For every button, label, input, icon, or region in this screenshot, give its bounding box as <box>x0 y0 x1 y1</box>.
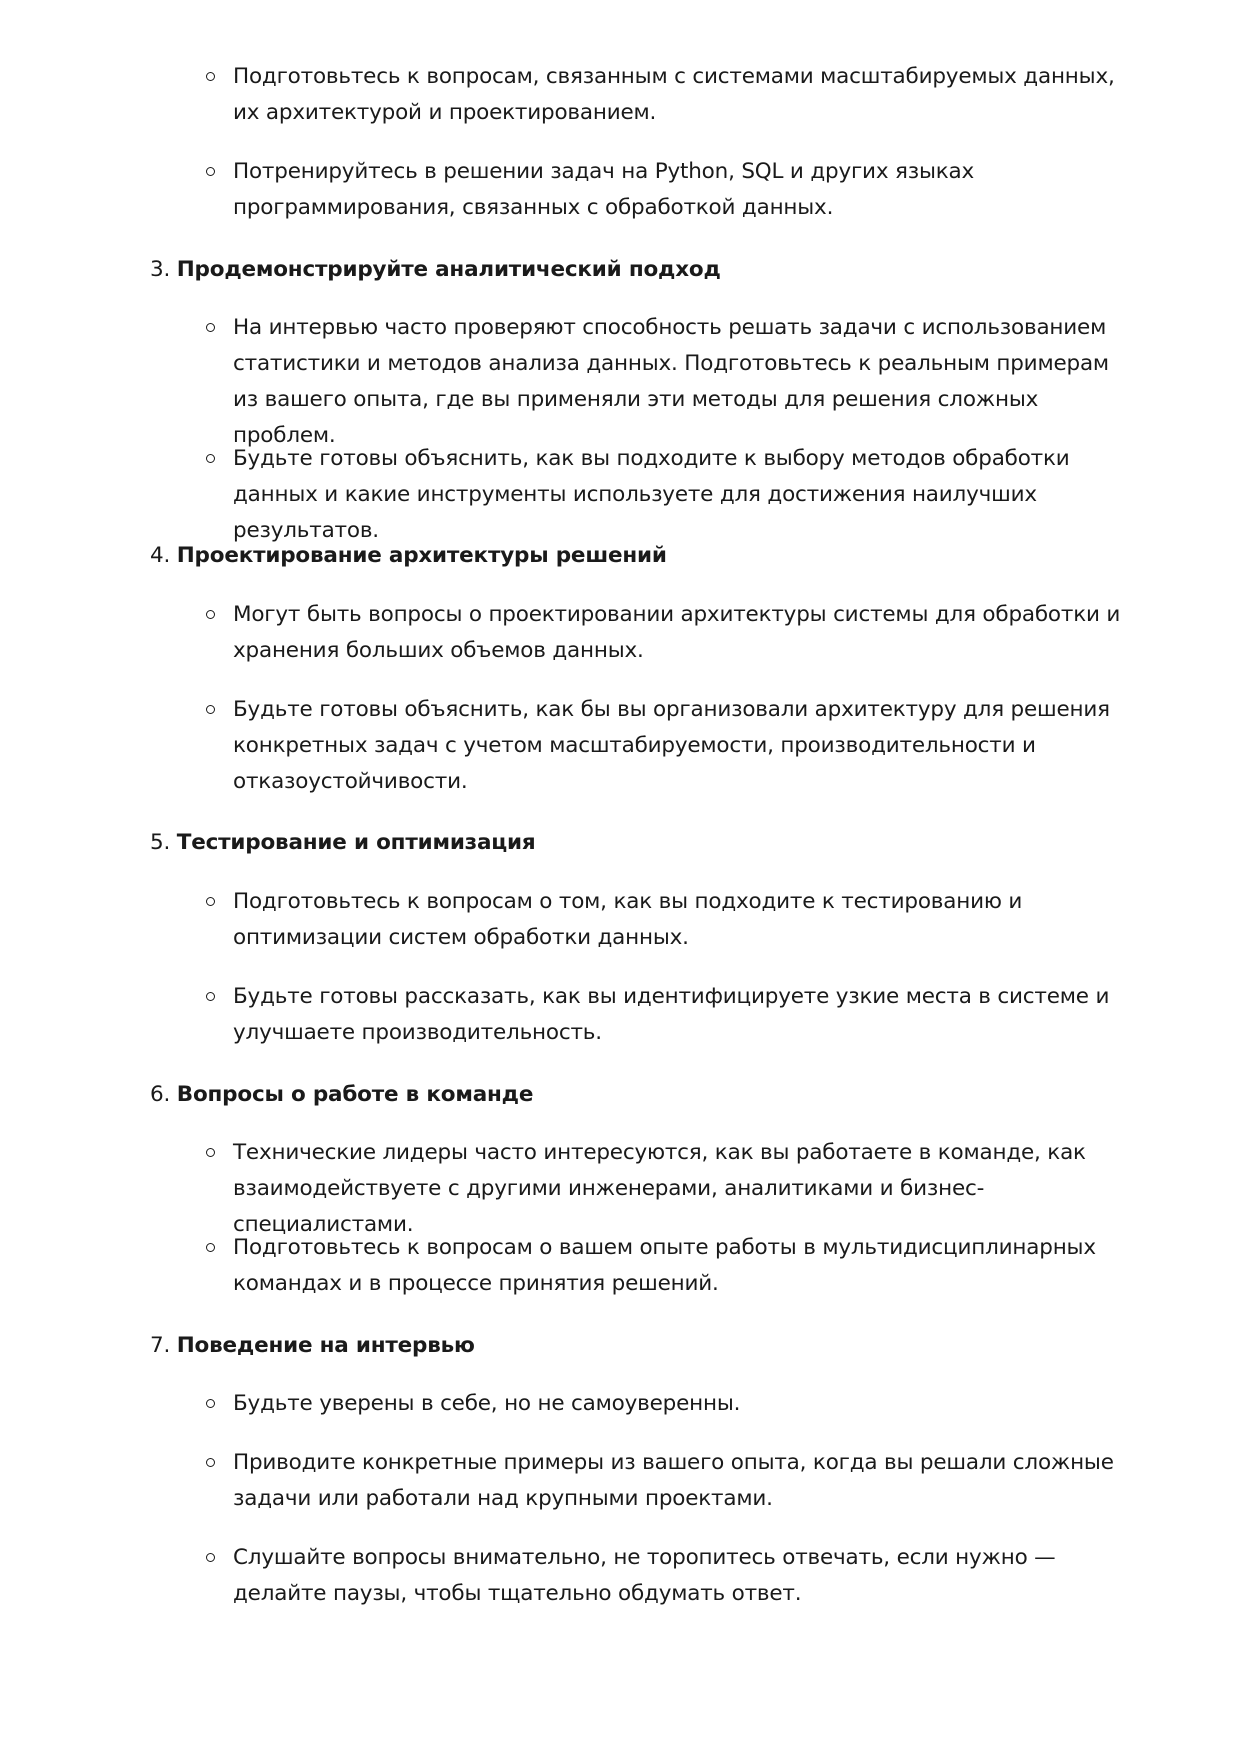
list-item <box>233 597 1133 669</box>
section-title: Тестирование и оптимизация <box>176 830 536 855</box>
section-number: 5. <box>150 830 171 855</box>
list-item-text: Могут быть вопросы о проектировании архитектуры системы для обработки и хранения больших объемов данных. <box>233 602 1121 663</box>
hollow-bullet-icon <box>206 167 215 176</box>
list-item <box>233 310 1133 454</box>
list-item-text: Подготовьтесь к вопросам, связанным с системами масштабируемых данных, их архитектурой и проектированием. <box>233 64 1115 125</box>
list-item-text: Будьте готовы объяснить, как вы подходите к выбору методов обработки данных и какие инструменты используете для достижения наилучших результатов. <box>233 446 1070 543</box>
list-item-text: Будьте готовы объяснить, как бы вы организовали архитектуру для решения конкретных задач с учетом масштабируемости, производительности и отказоустойчивости. <box>233 697 1110 794</box>
list-item-text: Технические лидеры часто интересуются, как вы работаете в команде, как взаимодействуете с другими инженерами, аналитиками и бизнес-специалистами. <box>233 1140 1086 1237</box>
hollow-bullet-icon <box>206 454 215 463</box>
list-item <box>233 441 1133 549</box>
section-number: 3. <box>150 257 171 282</box>
section-number: 4. <box>150 543 171 568</box>
list-item <box>233 59 1133 131</box>
list-item <box>233 884 1133 956</box>
section-number: 6. <box>150 1082 171 1107</box>
hollow-bullet-icon <box>206 1243 215 1252</box>
list-item-text: Приводите конкретные примеры из вашего опыта, когда вы решали сложные задачи или работали над крупными проектами. <box>233 1450 1114 1511</box>
hollow-bullet-icon <box>206 72 215 81</box>
section-heading <box>150 252 1050 288</box>
section-title: Вопросы о работе в команде <box>176 1082 534 1107</box>
list-item-text: Будьте уверены в себе, но не самоуверенны. <box>233 1391 741 1416</box>
list-item-text: Будьте готовы рассказать, как вы идентифицируете узкие места в системе и улучшаете производительность. <box>233 984 1110 1045</box>
list-item <box>233 1135 1133 1243</box>
section-heading <box>150 825 1050 861</box>
list-item <box>233 154 1133 226</box>
section-title: Продемонстрируйте аналитический подход <box>176 257 721 282</box>
hollow-bullet-icon <box>206 1458 215 1467</box>
hollow-bullet-icon <box>206 323 215 332</box>
list-item <box>233 1540 1133 1612</box>
section-heading <box>150 1328 1050 1364</box>
list-item-text: Подготовьтесь к вопросам о вашем опыте работы в мультидисциплинарных командах и в процессе принятия решений. <box>233 1235 1096 1296</box>
hollow-bullet-icon <box>206 1148 215 1157</box>
list-item <box>233 1386 1133 1422</box>
hollow-bullet-icon <box>206 1399 215 1408</box>
section-title: Поведение на интервью <box>176 1333 475 1358</box>
list-item <box>233 1230 1133 1302</box>
hollow-bullet-icon <box>206 705 215 714</box>
section-heading <box>150 538 1050 574</box>
list-item-text: Потренируйтесь в решении задач на Python, SQL и других языках программирования, связанных с обработкой данных. <box>233 159 975 220</box>
hollow-bullet-icon <box>206 1553 215 1562</box>
list-item <box>233 692 1133 800</box>
hollow-bullet-icon <box>206 992 215 1001</box>
list-item <box>233 979 1133 1051</box>
section-number: 7. <box>150 1333 171 1358</box>
section-title: Проектирование архитектуры решений <box>176 543 667 568</box>
list-item-text: На интервью часто проверяют способность решать задачи с использованием статистики и методов анализа данных. Подготовьтесь к реальным примерам из вашего опыта, где вы применяли эти методы для решения сложных проблем. <box>233 315 1109 448</box>
list-item-text: Слушайте вопросы внимательно, не торопитесь отвечать, если нужно — делайте паузы, чтобы тщательно обдумать ответ. <box>233 1545 1056 1606</box>
list-item-text: Подготовьтесь к вопросам о том, как вы подходите к тестированию и оптимизации систем обработки данных. <box>233 889 1023 950</box>
hollow-bullet-icon <box>206 610 215 619</box>
list-item <box>233 1445 1133 1517</box>
hollow-bullet-icon <box>206 897 215 906</box>
section-heading <box>150 1077 1050 1113</box>
